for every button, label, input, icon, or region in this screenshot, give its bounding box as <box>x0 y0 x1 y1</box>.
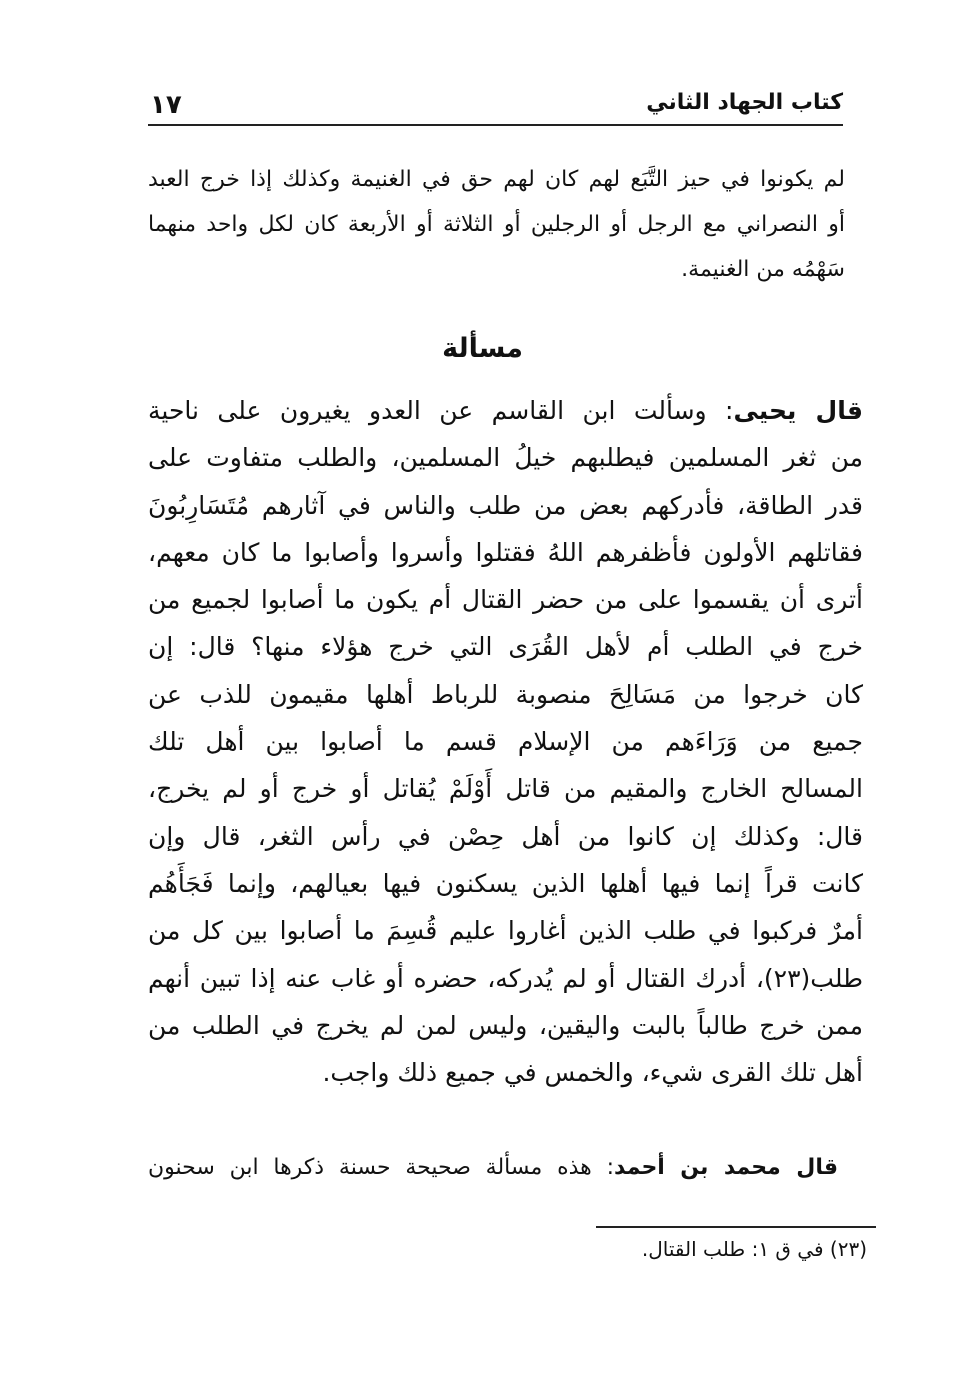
main-line: المسالح الخارج والمقيم من قاتل أَوْلَمْ يُقاتل أو خرج أو لم يخرج، <box>148 774 863 804</box>
main-line: من ثغر المسلمين فيطلبهم خيلُ المسلمين، والطلب متفاوت على <box>148 443 863 473</box>
closing-text: : هذه مسألة صحيحة حسنة ذكرها ابن سحنون <box>148 1155 614 1180</box>
page-number: ١٧ <box>150 90 182 120</box>
main-line: أمرٌ فركبوا في طلب الذين أغاروا عليم قُسِمَ ما أصابوا بين كل من <box>148 916 863 946</box>
intro-line: أو النصراني مع الرجل أو الرجلين أو الثلاثة أو الأربعة كان لكل واحد منهما <box>148 212 845 237</box>
closing-paragraph <box>148 1148 838 1188</box>
main-line: أهل تلك القرى شيء، والخمس في جميع ذلك واجب. <box>322 1058 863 1088</box>
book-title: كتاب الجهاد الثاني <box>646 90 843 115</box>
main-paragraph <box>148 387 863 1096</box>
intro-paragraph <box>148 157 845 292</box>
main-line: كانت قراً إنما فيها أهلها الذين يسكنون فيها بعيالهم، وإنما فَجَأَهُم <box>148 868 863 898</box>
intro-line: لم يكونوا في حيز التَّبَع لهم كان لهم حق في الغنيمة وكذلك إذا خرج العبد <box>148 167 845 192</box>
main-line: أترى أن يقسموا على من حضر القتال أم يكون ما أصابوا لجميع من <box>148 585 863 615</box>
main-line: كان خرجوا من مَسَالِحَ منصوبة للرباط أهلها مقيمون للذب عن <box>148 679 863 709</box>
main-line: خرج في الطلب أم لأهل القُرَى التي خرج هؤلاء منها؟ قال: إن <box>148 632 863 662</box>
main-line: طلب(٢٣)، أدرك القتال أو لم يُدركه، حضره أو غاب عنه إذا تبين أنهم <box>148 963 863 993</box>
main-first-line <box>148 387 863 434</box>
running-header <box>148 84 843 126</box>
main-line: جميع من وَرَاءَهم من الإسلام قسم ما أصابوا بين أهل تلك <box>148 727 863 757</box>
speaker-name: قال يحيى <box>733 396 863 425</box>
first-line-text: : وسألت ابن القاسم عن العدو يغيرون على ناحية <box>148 396 734 425</box>
main-line: قدر الطاقة، فأدركهم بعض من طلب والناس في آثارهم مُتَسَارِبُونَ <box>148 490 863 520</box>
main-line: ممن خرج طالباً بالبت واليقين، وليس لمن لم يخرج في الطلب من <box>148 1010 863 1040</box>
main-line: فقاتلهم الأولون فأظفرهم اللهُ فقتلوا وأسروا وأصابوا ما كان معهم، <box>148 537 863 567</box>
closing-speaker-name: قال محمد بن أحمد <box>613 1155 838 1180</box>
main-line: قال: وكذلك إن كانوا من أهل حِصْن في رأس الثغر، قال وإن <box>148 821 863 851</box>
section-heading: مسألة <box>442 333 523 364</box>
footnote-divider <box>596 1226 876 1228</box>
closing-line <box>148 1148 838 1188</box>
intro-line: سَهْمُه من الغنيمة. <box>681 257 845 282</box>
footnote: (٢٣) في ق ١: طلب القتال. <box>641 1237 867 1261</box>
